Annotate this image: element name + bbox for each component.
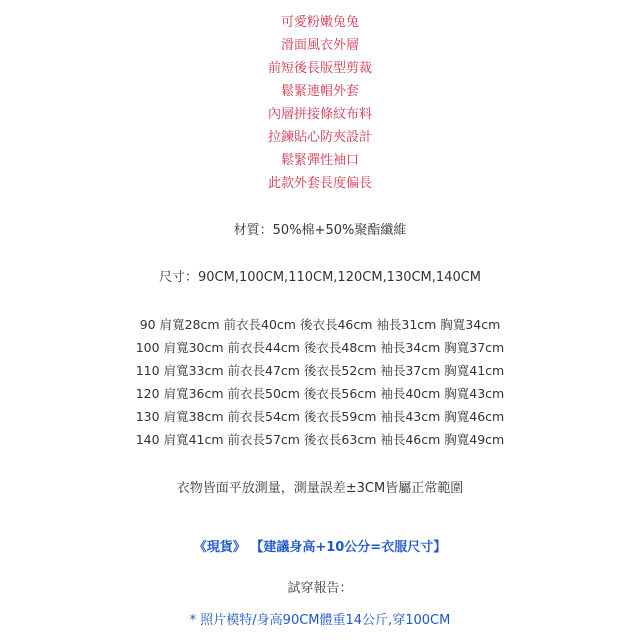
measurement-note: 衣物皆面平放測量，測量誤差±3CM皆屬正常範圍 xyxy=(176,481,464,496)
size-chart-row: 130 肩寬38cm 前衣長54cm 後衣長59cm 袖長43cm 胸寬46cm xyxy=(135,409,505,424)
try-on-title: 試穿報告： xyxy=(287,581,353,596)
size-chart-row: 140 肩寬41cm 前衣長57cm 後衣長63cm 袖長46cm 胸寬49cm xyxy=(135,432,505,447)
feature-line: 前短後長版型剪裁 xyxy=(267,61,372,76)
size-chart-row: 90 肩寬28cm 前衣長40cm 後衣長46cm 袖長31cm 胸寬34cm xyxy=(139,317,501,332)
size-options: 尺寸：90CM,100CM,110CM,120CM,130CM,140CM xyxy=(158,270,482,285)
feature-line: 滑面風衣外層 xyxy=(280,38,359,53)
feature-line: 此款外套長度偏長 xyxy=(267,176,372,191)
stock-label: 《現貨》 xyxy=(193,540,246,555)
material-info: 材質：50%棉+50%聚酯纖維 xyxy=(233,223,407,238)
feature-line: 鬆緊連帽外套 xyxy=(280,84,359,99)
feature-line: 拉鍊貼心防夾設計 xyxy=(267,130,372,145)
size-chart-row: 120 肩寬36cm 前衣長50cm 後衣長56cm 袖長40cm 胸寬43cm xyxy=(135,386,505,401)
try-on-detail: * 照片模特/身高90CM體重14公斤,穿100CM xyxy=(189,613,451,628)
feature-line: 內層拼接條紋布料 xyxy=(267,107,372,122)
size-chart-row: 100 肩寬30cm 前衣長44cm 後衣長48cm 袖長34cm 胸寬37cm xyxy=(135,340,505,355)
stock-notice xyxy=(0,539,640,557)
size-advice: 【建議身高+10公分=衣服尺寸】 xyxy=(250,540,447,555)
feature-line: 鬆緊彈性袖口 xyxy=(280,153,359,168)
size-chart-row: 110 肩寬33cm 前衣長47cm 後衣長52cm 袖長37cm 胸寬41cm xyxy=(135,363,505,378)
feature-line: 可愛粉嫩兔兔 xyxy=(280,15,359,30)
